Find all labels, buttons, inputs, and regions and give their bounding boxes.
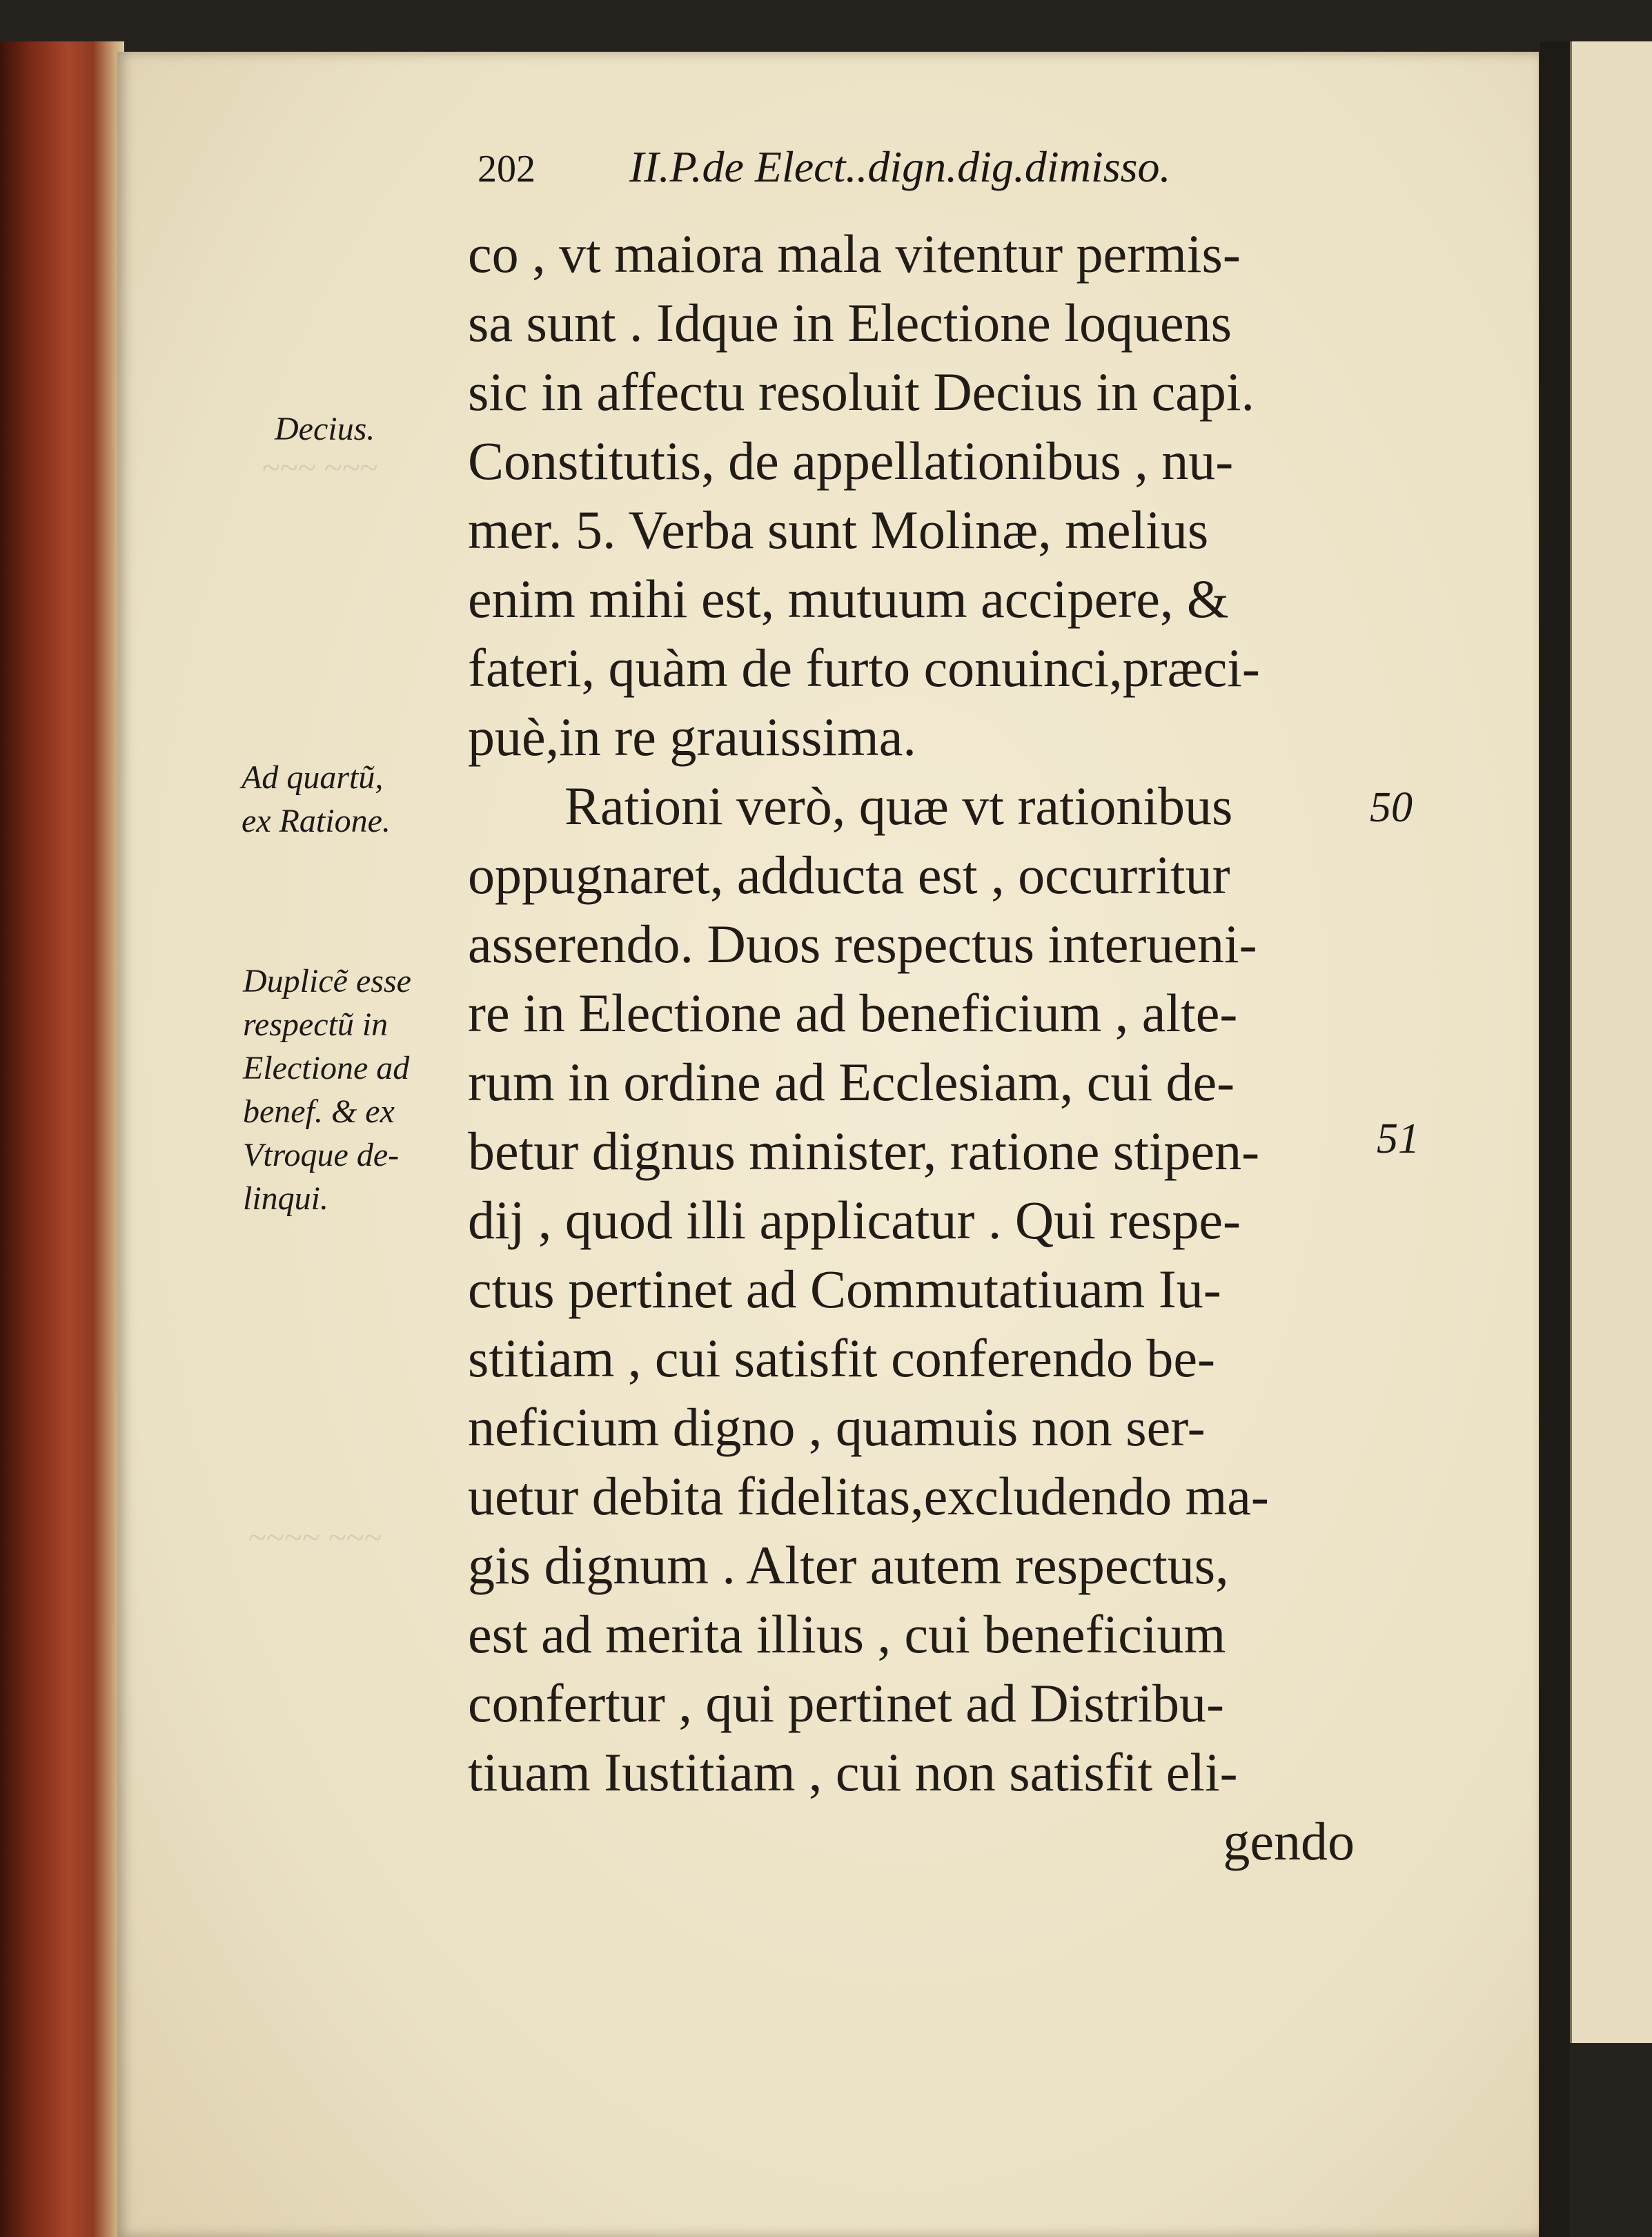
running-title: II.P.de Elect..dign.dig.dimisso. <box>629 142 1171 191</box>
text-line: ctus pertinet ad Commutatiuam Iu- <box>468 1259 1221 1319</box>
text-line: stitiam , cui satisfit conferendo be- <box>468 1328 1216 1388</box>
text-line: rum in ordine ad Ecclesiam, cui de- <box>468 1052 1235 1112</box>
text-line: gis dignum . Alter autem respectus, <box>468 1535 1229 1595</box>
page-number: 202 <box>478 148 535 191</box>
text-line: oppugnaret, adducta est , occurritur <box>468 845 1230 905</box>
text-line: enim mihi est, mutuum accipere, & <box>468 569 1229 629</box>
text-line: mer. 5. Verba sunt Molinæ, melius <box>468 500 1209 560</box>
text-line: sa sunt . Idque in Electione loquens <box>468 293 1232 353</box>
page-gutter <box>1540 41 1570 2237</box>
margin-note-ad-quartum: Ad quartũ, ex Ratione. <box>242 759 391 839</box>
text-line: Rationi verò, quæ vt rationibus <box>564 776 1233 836</box>
text-line: co , vt maiora mala vitentur permis- <box>468 224 1241 284</box>
text-line: betur dignus minister, ratione stipen- <box>468 1121 1260 1181</box>
text-line: fateri, quàm de furto conuinci,præci- <box>468 638 1260 698</box>
show-through-ink: ~~~~ ~~~ <box>248 1519 382 1556</box>
text-line: puè,in re grauissima. <box>468 707 916 767</box>
book-fore-edge <box>0 41 124 2237</box>
text-line: sic in affectu resoluit Decius in capi. <box>468 362 1255 422</box>
text-line: uetur debita fidelitas,excludendo ma- <box>468 1466 1269 1526</box>
facing-page-edge <box>1570 41 1652 2043</box>
text-line: neficium digno , quamuis non ser- <box>468 1397 1206 1457</box>
text-line: Constitutis, de appellationibus , nu- <box>468 431 1234 491</box>
text-line: confertur , qui pertinet ad Distribu- <box>468 1673 1224 1733</box>
margin-number-51: 51 <box>1377 1115 1419 1162</box>
text-line: dij , quod illi applicatur . Qui respe- <box>468 1190 1241 1250</box>
text-line: est ad merita illius , cui beneficium <box>468 1604 1226 1664</box>
main-text-block <box>468 219 1379 1876</box>
text-line: asserendo. Duos respectus interueni- <box>468 914 1257 974</box>
running-head <box>478 141 1375 193</box>
margin-note-duplicem: Duplicẽ esse respectũ in Electione ad benef. & ex Vtroque de- linqui. <box>243 963 411 1217</box>
show-through-ink: ~~~ ~~~ <box>262 449 378 486</box>
text-line: re in Electione ad beneficium , alte- <box>468 983 1238 1043</box>
catchword: gendo <box>1223 1811 1355 1871</box>
margin-note-decius: Decius. <box>275 411 375 447</box>
margin-number-50: 50 <box>1370 784 1413 831</box>
text-line: tiuam Iustitiam , cui non satisfit eli- <box>468 1742 1238 1802</box>
